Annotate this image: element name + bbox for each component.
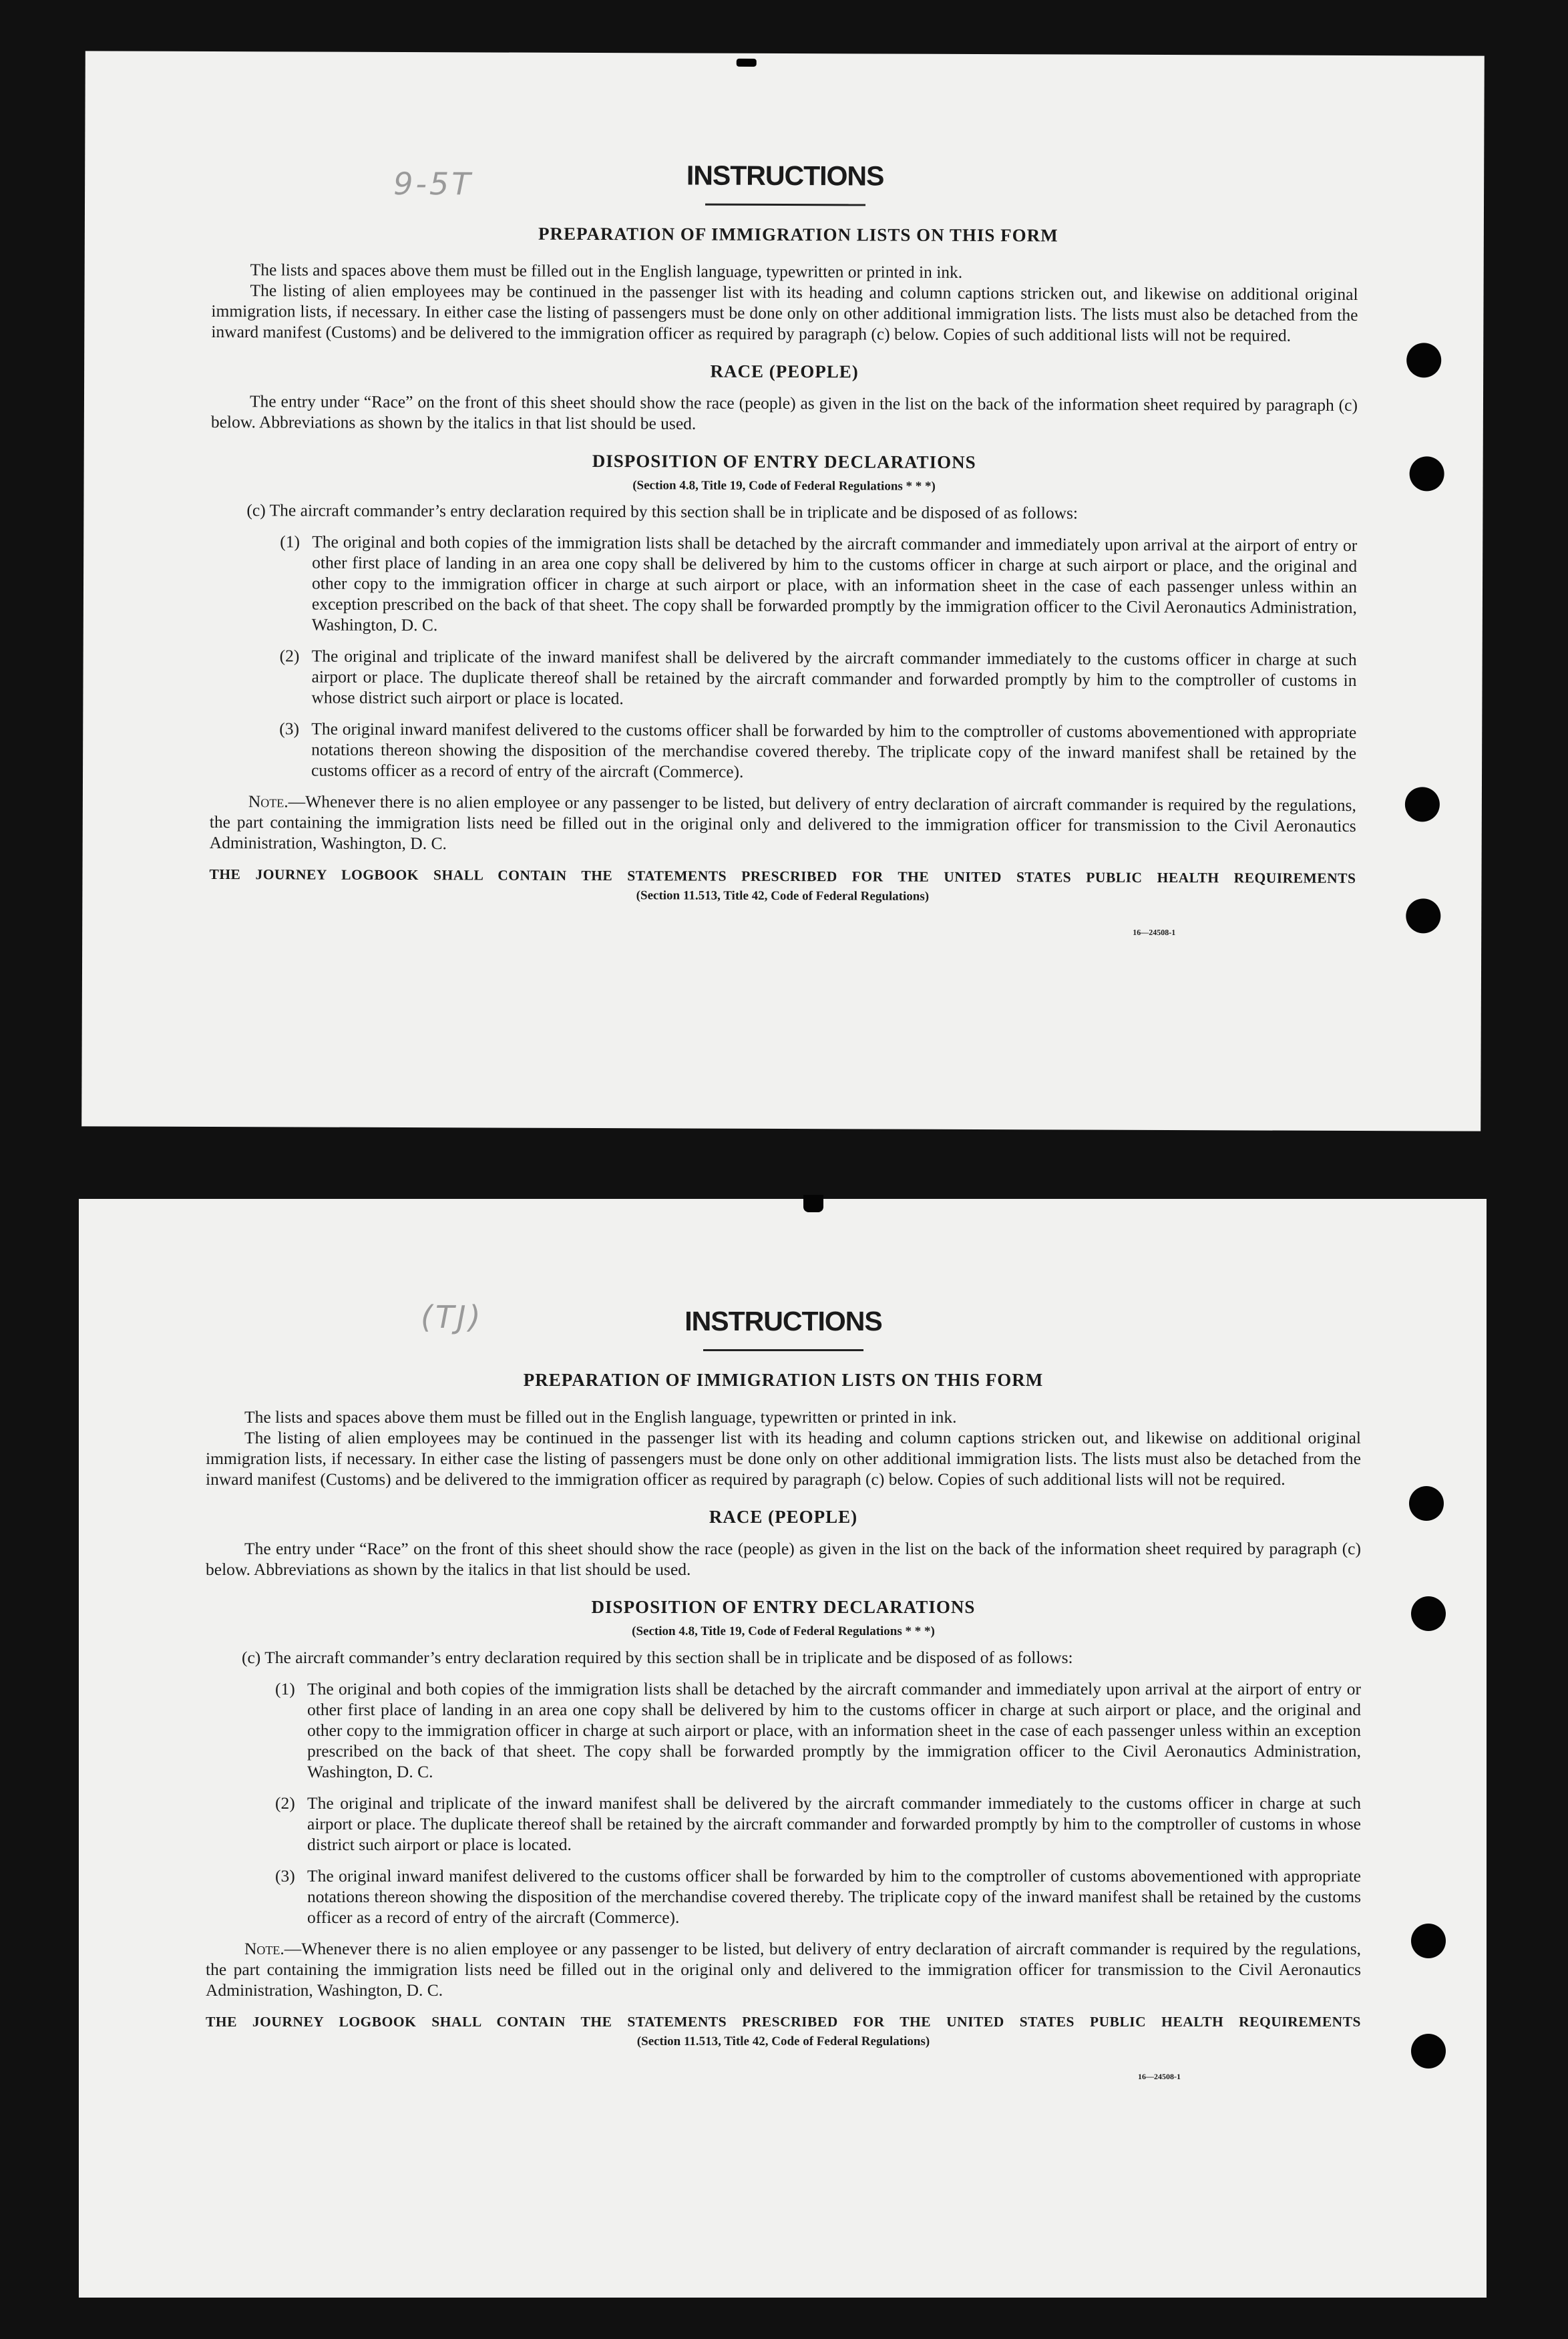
paragraph-lead-c: (c) The aircraft commander’s entry declaration required by this section shall be in triplicate and be disposed of as follows: <box>246 500 1079 523</box>
page-title: INSTRUCTIONS <box>684 1306 882 1336</box>
instruction-sheet-top <box>81 51 1485 1131</box>
punch-hole <box>1409 1486 1444 1521</box>
handwritten-mark: 9-5T <box>393 165 473 202</box>
list-item <box>275 1793 1361 1855</box>
form-number: 16—24508-1 <box>1133 927 1176 938</box>
paragraph-language: The lists and spaces above them must be filled out in the English language, typewritten or printed in ink. <box>250 260 963 282</box>
section-heading-race: RACE (PEOPLE) <box>710 361 859 382</box>
disposition-citation: (Section 4.8, Title 19, Code of Federal Regulations * * *) <box>632 478 936 494</box>
paragraph-note <box>206 1938 1361 2000</box>
punch-hole <box>1406 343 1441 377</box>
paragraph-lead-c: (c) The aircraft commander’s entry declaration required by this section shall be in triplicate and be disposed of as follows: <box>242 1648 1073 1667</box>
punch-hole <box>1410 456 1444 491</box>
punch-hole <box>1411 1596 1446 1631</box>
paragraph-race: The entry under “Race” on the front of this sheet should show the race (people) as given in the list on the back of the information sheet required by paragraph (c) below. Abbreviations as shown by the italics in that list should be used. <box>210 391 1358 433</box>
note-text: —Whenever there is no alien employee or any passenger to be listed, but delivery of entry declaration of aircraft commander is required by the regulations, the part containing the immigration lists need be filled out in the original only and delivered to the immigration officer for transmission to the Civil Aeronautics Administration, Washington, D. C. <box>206 1939 1361 2000</box>
paragraph-alien-employees: The listing of alien employees may be continued in the passenger list with its heading and column captions stricken out, and likewise on additional original immigration lists, if necessary. In either case the listing of passengers must be done only on other additional immigration lists. The lists must also be detached from the inward manifest (Customs) and be delivered to the immigration officer as required by paragraph (c) below. Copies of such additional lists will not be required. <box>211 281 1358 345</box>
logbook-statement: THE JOURNEY LOGBOOK SHALL CONTAIN THE STATEMENTS PRESCRIBED FOR THE UNITED STATES PUBLIC HEALTH REQUIREMENTS <box>206 2014 1361 2030</box>
title-underline <box>705 204 865 206</box>
section-heading-preparation: PREPARATION OF IMMIGRATION LISTS ON THIS FORM <box>538 223 1058 246</box>
item-text: The original and triplicate of the inward manifest shall be delivered by the aircraft commander immediately to the customs officer in charge at such airport or place. The duplicate thereof shall be retained by the aircraft commander and forwarded promptly by him to the comptroller of customs in whose district such airport or place is located. <box>311 646 1357 709</box>
item-text: The original and both copies of the immigration lists shall be detached by the aircraft commander and immediately upon arrival at the airport of entry or other first place of landing in an area one copy shall be delivered by him to the customs officer in charge at such airport or place, and the original and other copy to the immigration officer in charge at such airport or place, with an information sheet in the case of each passenger unless within an exception prescribed on the back of that sheet. The copy shall be forwarded promptly by the immigration officer to the Civil Aeronautics Administration, Washington, D. C. <box>307 1679 1361 1781</box>
paragraph-language: The lists and spaces above them must be filled out in the English language, typewritten or printed in ink. <box>244 1407 957 1427</box>
item-number: (3) <box>279 719 300 739</box>
logbook-citation: (Section 11.513, Title 42, Code of Federal Regulations) <box>636 888 930 904</box>
note-label: Note. <box>248 791 288 812</box>
item-number: (1) <box>280 532 301 552</box>
paragraph-alien-employees: The listing of alien employees may be continued in the passenger list with its heading and column captions stricken out, and likewise on additional original immigration lists, if necessary. In either case the listing of passengers must be done only on other additional immigration lists. The lists must also be detached from the inward manifest (Customs) and be delivered to the immigration officer as required by paragraph (c) below. Copies of such additional lists will not be required. <box>206 1428 1361 1489</box>
logbook-citation: (Section 11.513, Title 42, Code of Federal Regulations) <box>636 2034 930 2048</box>
section-heading-disposition: DISPOSITION OF ENTRY DECLARATIONS <box>591 1597 976 1617</box>
logbook-statement: THE JOURNEY LOGBOOK SHALL CONTAIN THE STATEMENTS PRESCRIBED FOR THE UNITED STATES PUBLIC HEALTH REQUIREMENTS <box>209 866 1356 886</box>
item-text: The original inward manifest delivered to the customs officer shall be forwarded by him to the comptroller of customs abovementioned with appropriate notations thereon showing the disposition of the merchandise covered thereby. The triplicate copy of the inward manifest shall be retained by the customs officer as a record of entry of the aircraft (Commerce). <box>311 719 1357 781</box>
item-number: (2) <box>279 646 300 666</box>
disposition-citation: (Section 4.8, Title 19, Code of Federal Regulations * * *) <box>632 1624 935 1638</box>
punch-hole <box>1411 1924 1446 1958</box>
instruction-sheet-bottom <box>79 1199 1487 2298</box>
handwritten-mark: (TJ) <box>421 1299 483 1335</box>
title-underline <box>703 1349 863 1351</box>
item-text: The original and triplicate of the inward manifest shall be delivered by the aircraft commander immediately to the customs officer in charge at such airport or place. The duplicate thereof shall be retained by the aircraft commander and forwarded promptly by him to the comptroller of customs in whose district such airport or place is located. <box>307 1793 1361 1854</box>
section-heading-preparation: PREPARATION OF IMMIGRATION LISTS ON THIS FORM <box>523 1370 1044 1390</box>
item-text: The original and both copies of the immigration lists shall be detached by the aircraft commander and immediately upon arrival at the airport of entry or other first place of landing in an area one copy shall be delivered by him to the customs officer in charge at such airport or place, and the original and other copy to the immigration officer in charge at such airport or place, with an information sheet in the case of each passenger unless within an exception prescribed on the back of that sheet. The copy shall be forwarded promptly by the immigration officer to the Civil Aeronautics Administration, Washington, D. C. <box>311 532 1358 635</box>
paragraph-race: The entry under “Race” on the front of this sheet should show the race (people) as given in the list on the back of the information sheet required by paragraph (c) below. Abbreviations as shown by the italics in that list should be used. <box>206 1539 1361 1579</box>
punch-hole <box>1405 787 1440 822</box>
punch-hole <box>1406 898 1440 933</box>
page-title: INSTRUCTIONS <box>686 160 884 192</box>
section-heading-race: RACE (PEOPLE) <box>709 1507 858 1527</box>
punch-hole <box>1411 2034 1446 2068</box>
list-item <box>275 1678 1361 1782</box>
list-item <box>279 645 1356 711</box>
note-label: Note. <box>244 1939 284 1958</box>
list-item <box>279 718 1356 784</box>
torn-edge-mark <box>737 59 757 67</box>
note-text: —Whenever there is no alien employee or any passenger to be listed, but delivery of entry declaration of aircraft commander is required by the regulations, the part containing the immigration lists need be filled out in the original only and delivered to the immigration officer for transmission to the Civil Aeronautics Administration, Washington, D. C. <box>209 791 1356 854</box>
list-item <box>275 1865 1361 1928</box>
item-number: (2) <box>275 1793 295 1813</box>
item-number: (3) <box>275 1866 295 1885</box>
paragraph-note <box>210 791 1356 857</box>
item-text: The original inward manifest delivered to the customs officer shall be forwarded by him to the comptroller of customs abovementioned with appropriate notations thereon showing the disposition of the merchandise covered thereby. The triplicate copy of the inward manifest shall be retained by the customs officer as a record of entry of the aircraft (Commerce). <box>307 1866 1361 1927</box>
section-heading-disposition: DISPOSITION OF ENTRY DECLARATIONS <box>592 451 976 473</box>
item-number: (1) <box>275 1679 295 1698</box>
list-item <box>280 531 1358 639</box>
form-number: 16—24508-1 <box>1138 2072 1181 2081</box>
torn-edge-mark <box>803 1195 823 1212</box>
